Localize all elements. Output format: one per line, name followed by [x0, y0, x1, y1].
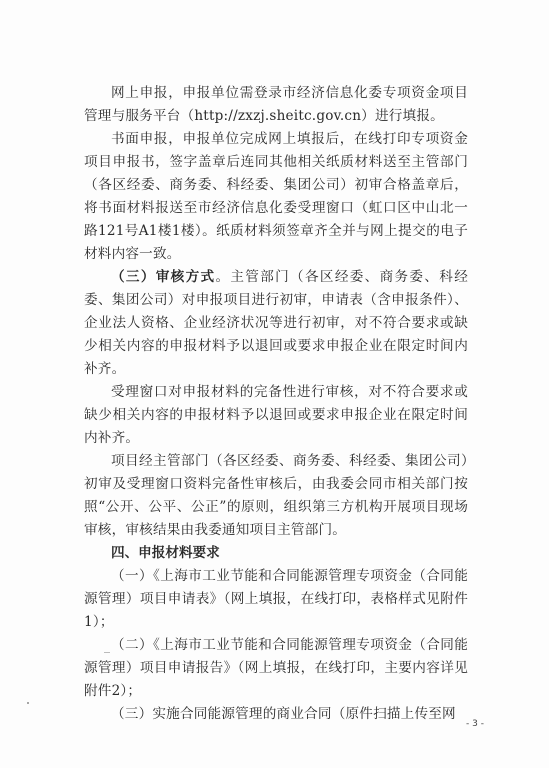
paragraph-review-method: [84, 266, 468, 381]
paragraph-window-review: 受理窗口对申报材料的完备性进行审核，对不符合要求或缺少相关内容的申报材料予以退回或要求申报企业在限定时间内补齐。: [84, 384, 468, 446]
requirement-item-3: （三）实施合同能源管理的商业合同（原件扫描上传至网: [111, 706, 456, 722]
scan-artifact: [104, 652, 110, 653]
paragraph-online-submission: 网上申报，申报单位需登录市经济信息化委专项资金项目管理与服务平台（http://zxzj.sheitc.gov.cn）进行填报。: [84, 85, 468, 124]
requirement-item-2: （二）《上海市工业节能和合同能源管理专项资金（合同能源管理）项目申请报告》（网上填报，在线打印，主要内容详见附件2）；: [84, 637, 468, 699]
requirement-item-1: （一）《上海市工业节能和合同能源管理专项资金（合同能源管理）项目申请表》（网上填报，在线打印，表格样式见附件1）；: [84, 568, 468, 630]
paragraph-final-review: 项目经主管部门（各区经委、商务委、科经委、集团公司）初审及受理窗口资料完备性审核后，由我委会同市相关部门按照“公开、公平、公正”的原则，组织第三方机构开展项目现场审核，审核结果由我委通知项目主管部门。: [84, 453, 468, 538]
review-method-heading: （三）审核方式: [111, 269, 216, 285]
section-four-heading: 四、申报材料要求: [111, 545, 220, 561]
paragraph-paper-submission: 书面申报，申报单位完成网上填报后，在线打印专项资金项目申报书，签字盖章后连同其他相关纸质材料送至主管部门（各区经委、商务委、科经委、集团公司）初审合格盖章后，将书面材料报送至市经济信息化委受理窗口（虹口区中山北一路121号A1楼1楼）。纸质材料须签章齐全并与网上提交的电子材料内容一致。: [84, 131, 468, 262]
scan-dot: [27, 702, 29, 704]
document-body: [84, 82, 468, 726]
review-method-text: 。主管部门（各区经委、商务委、科经委、集团公司）对申报项目进行初审，申请表（含申报条件）、企业法人资格、企业经济状况等进行初审，对不符合要求或缺少相关内容的申报材料予以退回或要求申报企业在限定时间内补齐。: [84, 269, 468, 377]
page-number: - 3 -: [466, 719, 484, 729]
